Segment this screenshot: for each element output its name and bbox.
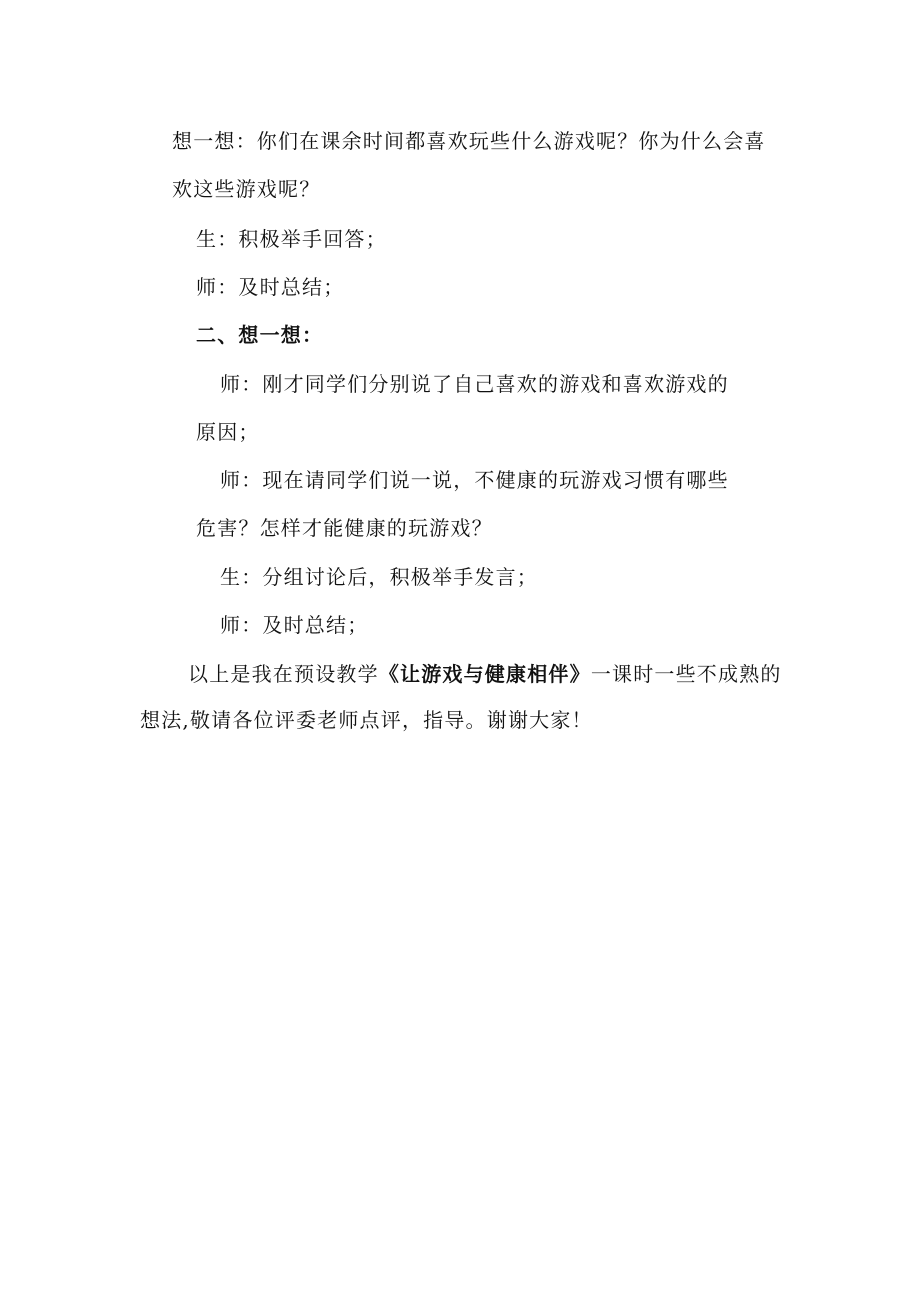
closing-paragraph-line-1 bbox=[188, 660, 782, 688]
teacher-summary-line-2: 师：及时总结； bbox=[220, 613, 369, 637]
teacher-question-line-1: 师：现在请同学们说一说，不健康的玩游戏习惯有哪些 bbox=[220, 468, 729, 492]
teacher-remark-line-2: 原因； bbox=[196, 420, 260, 444]
section-heading-think: 二、想一想： bbox=[196, 323, 324, 347]
teacher-summary-line: 师：及时总结； bbox=[196, 275, 345, 299]
paragraph-think-line-2: 欢这些游戏呢？ bbox=[172, 177, 321, 201]
closing-paragraph-line-2: 想法,敬请各位评委老师点评，指导。谢谢大家！ bbox=[140, 708, 593, 732]
teacher-remark-line-1: 师：刚才同学们分别说了自己喜欢的游戏和喜欢游戏的 bbox=[220, 372, 729, 396]
student-discussion-line: 生：分组讨论后，积极举手发言； bbox=[220, 565, 538, 589]
closing-prefix: 以上是我在预设教学 bbox=[188, 662, 379, 686]
paragraph-think-line-1: 想一想：你们在课余时间都喜欢玩些什么游戏呢？你为什么会喜 bbox=[172, 129, 766, 153]
teacher-question-line-2: 危害？怎样才能健康的玩游戏？ bbox=[196, 516, 493, 540]
student-answer-line: 生：积极举手回答； bbox=[196, 227, 387, 251]
lesson-title: 《让游戏与健康相伴》 bbox=[378, 662, 591, 686]
closing-suffix: 一课时一些不成熟的 bbox=[590, 662, 782, 686]
